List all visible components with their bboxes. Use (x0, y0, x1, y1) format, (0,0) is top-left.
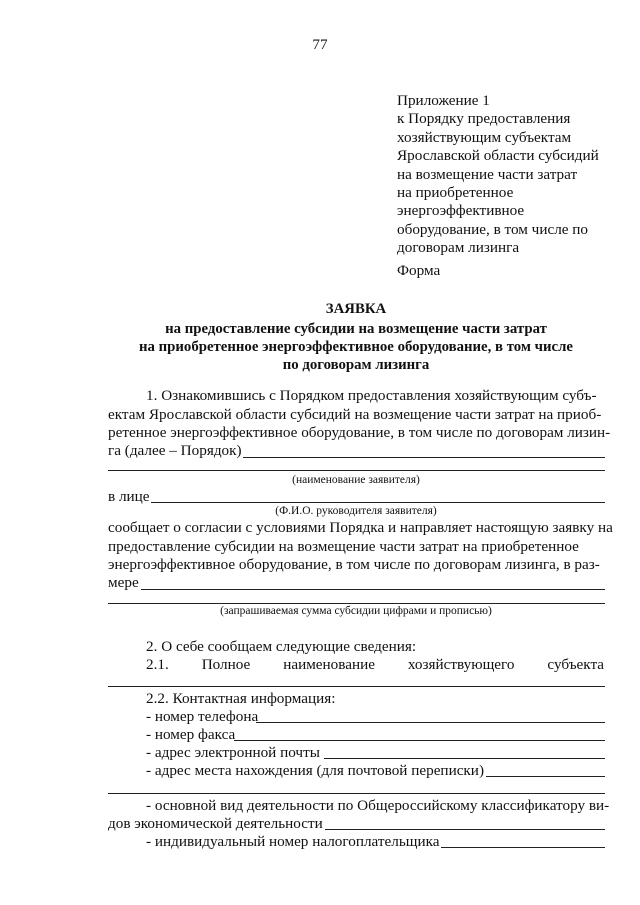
p2-line: сообщает о согласии с условиями Порядка и направляет настоящую заявку на (108, 519, 613, 536)
appendix-line: к Порядку предоставления (397, 110, 571, 128)
subtitle-line: на предоставление субсидии на возмещение части затрат (165, 321, 547, 337)
section-2-heading: 2. О себе сообщаем следующие сведения: (146, 638, 417, 655)
appendix-line: договорам лизинга (397, 239, 520, 257)
applicant-name-line (108, 470, 605, 471)
appendix-line: хозяйствующим субъектам (397, 128, 572, 146)
p2-line: мере (108, 574, 139, 591)
caption-applicant: (наименование заявителя) (292, 474, 420, 486)
page-number: 77 (312, 36, 328, 53)
in-person-label: в лице (108, 488, 150, 505)
address-label: - адрес места нахождения (для почтовой переписки) (146, 762, 484, 779)
caption-sum: (запрашиваемая сумма субсидии цифрами и прописью) (220, 605, 492, 617)
appendix-line: Ярославской области субсидий (397, 147, 599, 165)
inn-label: - индивидуальный номер налогоплательщика (146, 833, 440, 850)
subtitle-line: на приобретенное энергоэффективное оборудование, в том числе (139, 339, 573, 355)
amount-line (141, 589, 605, 590)
p1-line: ектам Ярославской области субсидий на возмещение части затрат на приоб- (108, 406, 602, 423)
okved-line: дов экономической деятельности (108, 815, 323, 832)
p2-line: предоставление субсидии на возмещение части затрат на приобретенное (108, 538, 579, 555)
appendix-line: оборудование, в том числе по (397, 220, 589, 238)
appendix-block (397, 92, 599, 258)
address-line (486, 776, 605, 777)
p1-line: га (далее – Порядок) (108, 442, 242, 459)
p1-line: ретенное энергоэффективное оборудование, в том числе по договорам лизин- (108, 424, 611, 441)
appendix-line: на приобретенное (397, 184, 514, 202)
fax-label: - номер факса (146, 726, 236, 743)
s21-word: субъекта (547, 656, 605, 673)
phone-label: - номер телефона (146, 708, 259, 725)
email-line (324, 758, 605, 759)
address-line-2 (108, 793, 605, 794)
amount-words-line (108, 603, 605, 604)
appendix-line: энергоэффективное (397, 202, 525, 220)
form-label: Форма (397, 262, 441, 279)
s21-word: наименование (283, 656, 375, 673)
entity-name-line (108, 686, 605, 687)
s21-word: хозяйствующего (407, 656, 515, 673)
s21-word: 2.1. Полное (146, 656, 251, 673)
subtitle-line: по договорам лизинга (282, 357, 430, 373)
fax-line (234, 740, 605, 741)
section-2-2-heading: 2.2. Контактная информация: (146, 690, 336, 707)
phone-line (256, 722, 605, 723)
p2-line: энергоэффективное оборудование, в том числе по договорам лизинга, в раз- (108, 556, 600, 573)
email-label: - адрес электронной почты (146, 744, 320, 761)
document-title: ЗАЯВКА (325, 301, 387, 317)
okved-fill-line (325, 829, 605, 830)
fill-line (243, 457, 605, 458)
p1-line: 1. Ознакомившись с Порядком предоставления хозяйствующим субъ- (146, 387, 597, 404)
okved-line: - основной вид деятельности по Общероссийскому классификатору ви- (146, 797, 610, 814)
caption-head: (Ф.И.О. руководителя заявителя) (275, 505, 437, 517)
head-name-line (151, 502, 605, 503)
section-2-1-line (146, 656, 604, 674)
appendix-line: на возмещение части затрат (397, 165, 578, 183)
appendix-line: Приложение 1 (397, 92, 490, 109)
inn-line (441, 847, 605, 848)
